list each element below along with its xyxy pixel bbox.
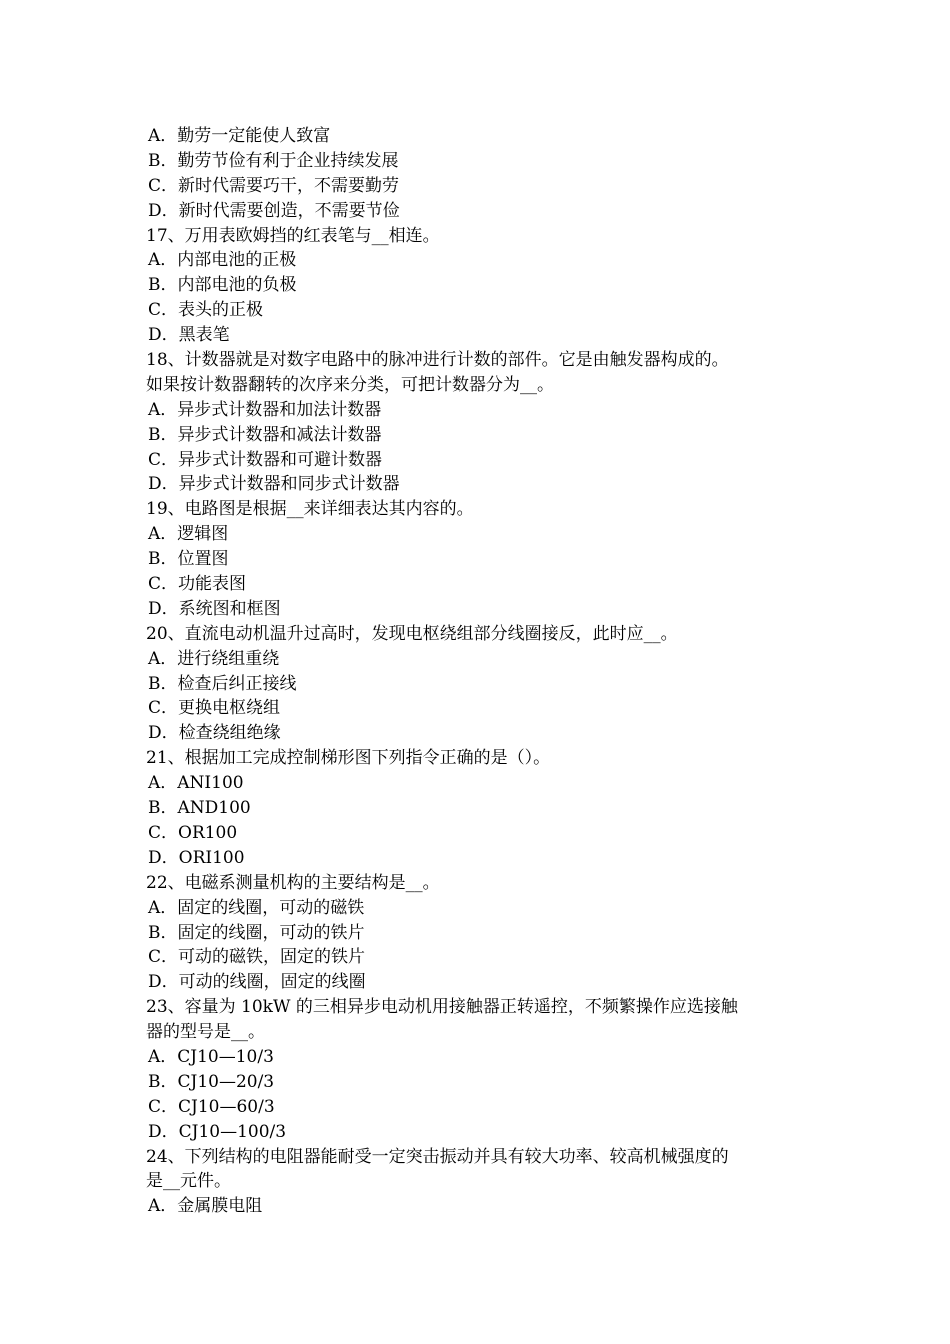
- question-text: 是__元件。: [146, 1171, 231, 1192]
- answer-option: C．功能表图: [148, 574, 247, 595]
- answer-option: A．异步式计数器和加法计数器: [148, 399, 382, 420]
- answer-option: A．勤劳一定能使人致富: [148, 126, 331, 146]
- question-text: 18、计数器就是对数字电路中的脉冲进行计数的部件。它是由触发器构成的。: [146, 350, 729, 371]
- answer-option: B．内部电池的负极: [148, 275, 297, 296]
- answer-option: C．异步式计数器和可避计数器: [148, 449, 383, 470]
- answer-option: A．进行绕组重绕: [148, 648, 280, 669]
- question-text: 如果按计数器翻转的次序来分类，可把计数器分为__。: [146, 374, 554, 395]
- answer-option: C．表头的正极: [148, 300, 264, 321]
- answer-option: D．CJ10—100/3: [148, 1121, 287, 1142]
- question-text: 19、电路图是根据__来详细表达其内容的。: [146, 499, 474, 520]
- question-text: 器的型号是__。: [146, 1022, 265, 1043]
- answer-option: D．可动的线圈，固定的线圈: [148, 972, 366, 993]
- question-text: 22、电磁系测量机构的主要结构是__。: [146, 872, 440, 893]
- question-text: 17、万用表欧姆挡的红表笔与__相连。: [146, 225, 440, 246]
- answer-option: C．CJ10—60/3: [148, 1096, 275, 1117]
- answer-option: D．异步式计数器和同步式计数器: [148, 474, 400, 495]
- question-text: 24、下列结构的电阻器能耐受一定突击振动并具有较大功率、较高机械强度的: [146, 1146, 729, 1167]
- answer-option: A．金属膜电阻: [148, 1196, 263, 1217]
- answer-option: D．黑表笔: [148, 325, 230, 346]
- answer-option: D．检查绕组绝缘: [148, 723, 281, 744]
- answer-option: C．OR100: [148, 822, 238, 843]
- answer-option: D．ORI100: [148, 847, 245, 868]
- answer-option: C．新时代需要巧干，不需要勤劳: [148, 175, 400, 196]
- answer-option: D．新时代需要创造，不需要节俭: [148, 200, 400, 221]
- answer-option: B．位置图: [148, 549, 229, 570]
- answer-option: B．勤劳节俭有利于企业持续发展: [148, 150, 399, 171]
- question-text: 20、直流电动机温升过高时，发现电枢绕组部分线圈接反，此时应__。: [146, 623, 678, 644]
- question-text: 23、容量为 10kW 的三相异步电动机用接触器正转遥控，不频繁操作应选接触: [146, 997, 738, 1018]
- answer-option: C．更换电枢绕组: [148, 698, 281, 719]
- answer-option: B．AND100: [148, 798, 251, 819]
- answer-option: B．CJ10—20/3: [148, 1071, 275, 1092]
- answer-option: A．内部电池的正极: [148, 250, 297, 271]
- answer-option: B．固定的线圈，可动的铁片: [148, 922, 365, 943]
- answer-option: B．检查后纠正接线: [148, 673, 297, 694]
- answer-option: B．异步式计数器和减法计数器: [148, 424, 382, 445]
- answer-option: A．固定的线圈，可动的磁铁: [148, 897, 365, 918]
- answer-option: A．ANI100: [148, 773, 244, 794]
- answer-option: D．系统图和框图: [148, 598, 281, 619]
- question-list: [146, 124, 816, 1219]
- answer-option: A．逻辑图: [148, 524, 229, 545]
- answer-option: C．可动的磁铁，固定的铁片: [148, 947, 366, 968]
- question-text: 21、根据加工完成控制梯形图下列指令正确的是（）。: [146, 748, 551, 769]
- answer-option: A．CJ10—10/3: [148, 1046, 274, 1067]
